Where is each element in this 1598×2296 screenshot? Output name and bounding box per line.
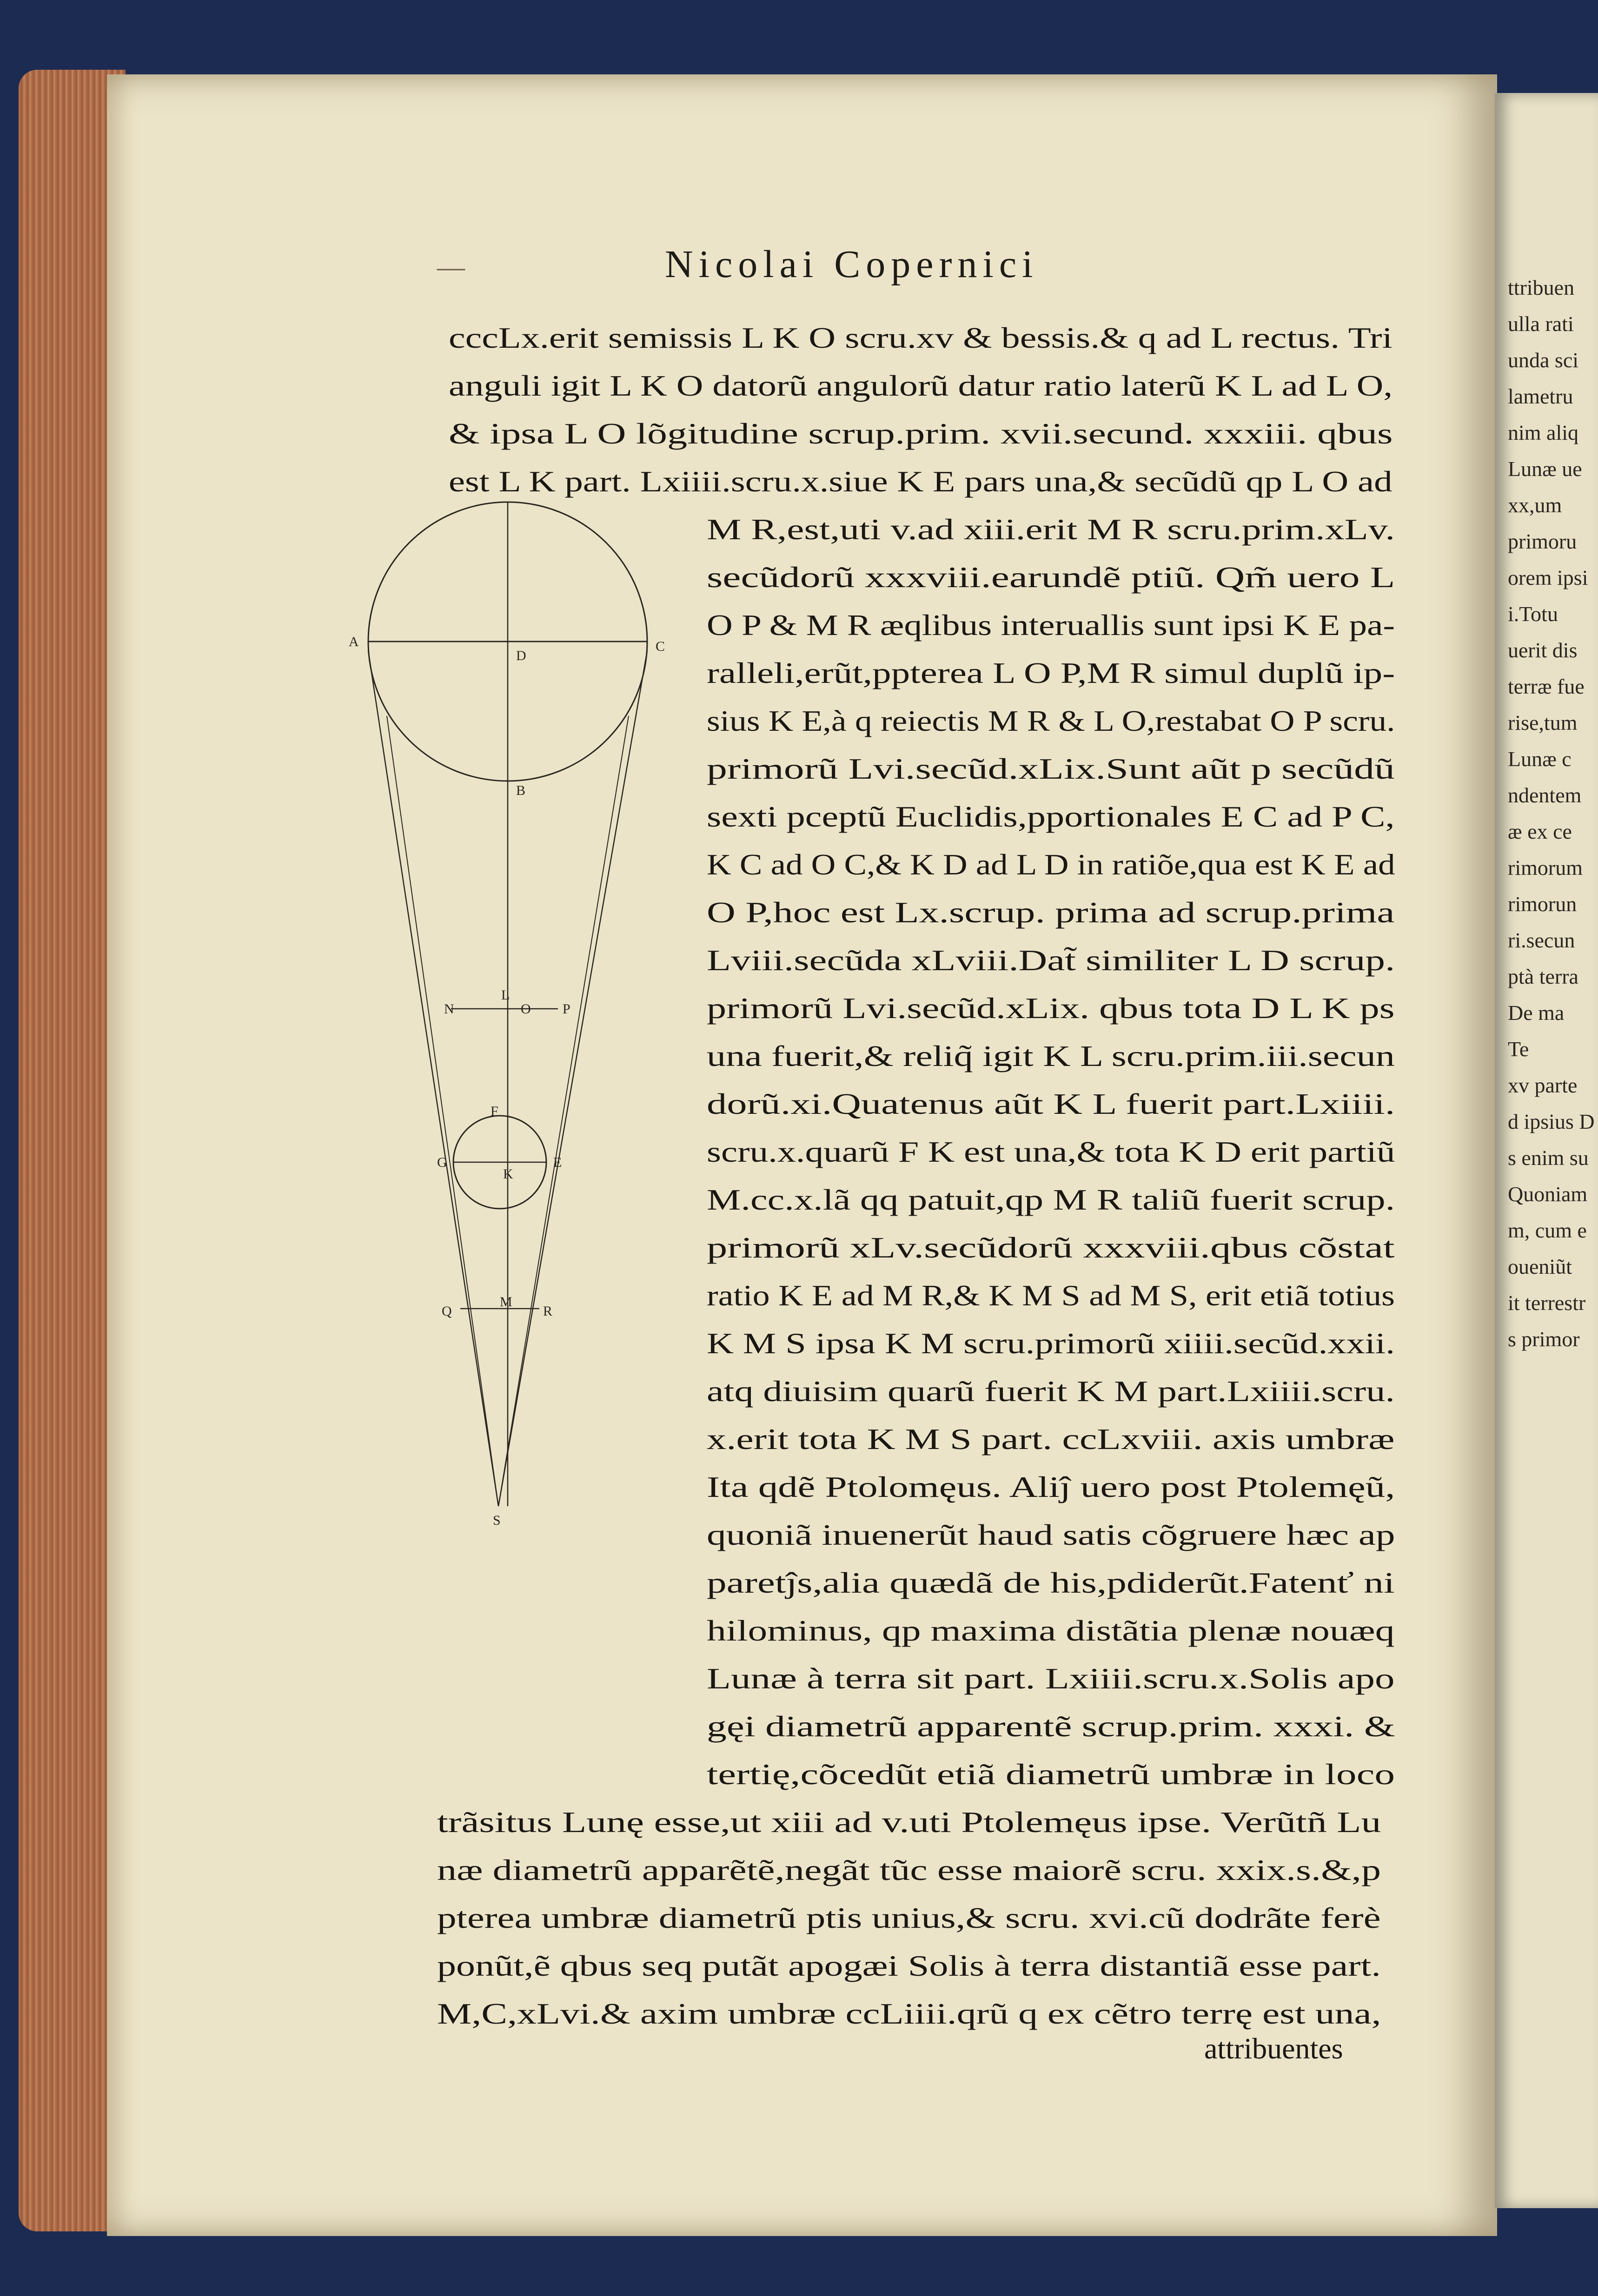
label-e: E [553, 1155, 562, 1170]
text-line: hilominus, qp maxima distãtia plenæ nouæq [707, 1614, 1395, 1647]
text-line: K M S ipsa K M scru.primorũ xiiii.secũd.xxii. [707, 1327, 1395, 1360]
text-line: dorũ.xi.Quatenus aũt K L fuerit part.Lxiiii. [707, 1087, 1395, 1120]
label-q: Q [442, 1303, 452, 1319]
label-a: A [349, 634, 359, 649]
label-k: K [503, 1166, 513, 1182]
facing-page-line: s enim su [1508, 1146, 1589, 1170]
text-line: ratio K E ad M R,& K M S ad M S, erit etiã totius [707, 1279, 1395, 1312]
text-line: secũdorũ xxxviii.earundẽ ptiũ. Qm̃ uero L [707, 561, 1395, 594]
inner-right [498, 716, 629, 1506]
label-m: M [500, 1294, 512, 1310]
text-line: pterea umbræ diametrũ ptis unius,& scru. xvi.cũ dodrãte ferè [437, 1901, 1381, 1934]
text-line: anguli igit L K O datorũ angulorũ datur ratio laterũ K L ad L O, [449, 369, 1393, 402]
label-n: N [444, 1001, 454, 1017]
text-line: & ipsa L O lõgitudine scrup.prim. xvii.secund. xxxiii. qbus [449, 417, 1393, 450]
label-l: L [501, 987, 510, 1003]
facing-page-line: xx,um [1508, 493, 1562, 517]
text-line: Ita qdẽ Ptolomęus. Aliĵ uero post Ptolemęũ, [707, 1470, 1395, 1503]
text-line: est L K part. Lxiiii.scru.x.siue K E pars una,& secũdũ qp L O ad [449, 465, 1392, 498]
facing-page-line: primoru [1508, 529, 1577, 553]
facing-page-line: De ma [1508, 1001, 1565, 1025]
text-line: sius K E,à q reiectis M R & L O,restabat O P scru. [707, 704, 1395, 737]
facing-page-line: oueniũt [1508, 1255, 1572, 1278]
facing-page-line: m, cum e [1508, 1218, 1587, 1242]
text-line: O P & M R æqlibus interuallis sunt ipsi K E pa- [707, 609, 1395, 642]
facing-page-line: unda sci [1508, 348, 1579, 372]
text-line: scru.x.quarũ F K est una,& tota K D erit partiũ [707, 1135, 1395, 1168]
catchword: attribuentes [1204, 2032, 1343, 2065]
running-title: Nicolai Copernici [665, 243, 1039, 286]
cone-left [368, 651, 498, 1506]
text-line: Lunæ à terra sit part. Lxiiii.scru.x.Solis apo [707, 1662, 1395, 1695]
text-line: K C ad O C,& K D ad L D in ratiõe,qua est K E ad [707, 848, 1395, 881]
facing-page-line: rise,tum [1508, 711, 1578, 734]
facing-page-line: rimorum [1508, 856, 1583, 880]
facing-page-line: lametru [1508, 384, 1573, 408]
label-o: O [521, 1001, 531, 1017]
cone-right [498, 651, 647, 1506]
text-line: primorũ Lvi.secũd.xLix. qbus tota D L K ps [707, 992, 1395, 1025]
text-line: M.cc.x.lã qq patuit,qp M R taliũ fuerit scrup. [707, 1183, 1395, 1216]
text-line: O P,hoc est Lx.scrup. prima ad scrup.prima [707, 896, 1395, 929]
shadow-cone-diagram [335, 456, 688, 1595]
label-b: B [516, 783, 526, 798]
text-line: primorũ xLv.secũdorũ xxxviii.qbus cõstat [707, 1231, 1395, 1264]
facing-page-line: æ ex ce [1508, 820, 1572, 843]
inner-left [387, 716, 498, 1506]
text-line: x.erit tota K M S part. ccLxviii. axis umbræ [707, 1423, 1395, 1456]
text-line: atq diuisim quarũ fuerit K M part.Lxiiii.scru. [707, 1375, 1395, 1408]
facing-page-line: terræ fue [1508, 675, 1585, 698]
facing-page-fragment [1495, 93, 1598, 2208]
facing-page-line: i.Totu [1508, 602, 1558, 626]
text-line: primorũ Lvi.secũd.xLix.Sunt aũt p secũdũ [707, 752, 1395, 785]
text-line: tertię,cõcedũt etiã diametrũ umbræ in loco [707, 1758, 1395, 1791]
text-line: una fuerit,& reliq̃ igit K L scru.prim.iii.secun [707, 1039, 1395, 1072]
label-c: C [656, 639, 665, 654]
text-line: M R,est,uti v.ad xiii.erit M R scru.prim.xLv. [707, 513, 1395, 546]
folio-mark: — [437, 251, 465, 282]
text-line: gęi diametrũ apparentẽ scrup.prim. xxxi. & [707, 1710, 1395, 1743]
facing-page-line: s primor [1508, 1327, 1580, 1351]
facing-page-line: Te [1508, 1037, 1529, 1061]
text-line: cccLx.erit semissis L K O scru.xv & bessis.& q ad L rectus. Tri [449, 321, 1392, 354]
facing-page-line: orem ipsi [1508, 566, 1588, 589]
text-line: sexti pceptũ Euclidis,pportionales E C ad P C, [707, 800, 1395, 833]
facing-page-line: ttribuen [1508, 276, 1575, 299]
facing-page-line: rimorun [1508, 892, 1577, 916]
text-line: paretĵs,alia quædã de his,pdiderũt.Fatenť ni [707, 1566, 1395, 1599]
facing-page-line: Lunæ c [1508, 747, 1571, 771]
text-line: trãsitus Lunę esse,ut xiii ad v.uti Ptolemęus ipse. Verũtñ Lu [437, 1806, 1381, 1839]
label-d: D [516, 648, 526, 663]
facing-page-line: xv parte [1508, 1073, 1578, 1097]
text-line: ralleli,erũt,ppterea L O P,M R simul duplũ ip- [707, 656, 1395, 689]
facing-page-line: it terrestr [1508, 1291, 1586, 1315]
label-s: S [493, 1513, 501, 1528]
facing-page-line: ulla rati [1508, 312, 1574, 336]
label-r: R [543, 1303, 553, 1319]
text-line: næ diametrũ apparẽtẽ,negãt tũc esse maiorẽ scru. xxix.s.&,p [437, 1853, 1381, 1886]
text-line: Lviii.secũda xLviii.Dat̃ similiter L D scrup. [707, 944, 1395, 977]
facing-page-line: Lunæ ue [1508, 457, 1582, 481]
label-f: F [491, 1104, 498, 1119]
label-p: P [563, 1001, 570, 1017]
facing-page-line: nim aliq [1508, 421, 1579, 444]
text-line: quoniã inuenerũt haud satis cõgruere hæc ap [707, 1518, 1395, 1551]
facing-page-line: uerit dis [1508, 638, 1578, 662]
facing-page-line: Quoniam [1508, 1182, 1588, 1206]
facing-page-line: d ipsius D [1508, 1110, 1595, 1133]
facing-page-line: ndentem [1508, 783, 1582, 807]
facing-page-line: ptà terra [1508, 965, 1578, 988]
text-line: M,C,xLvi.& axim umbræ ccLiiii.qrũ q ex cẽtro terrę est una, [437, 1997, 1381, 2030]
label-g: G [437, 1155, 447, 1170]
facing-page-line: ri.secun [1508, 928, 1575, 952]
text-line: ponũt,ẽ qbus seq putãt apogæi Solis à terra distantiã esse part. [437, 1949, 1381, 1982]
